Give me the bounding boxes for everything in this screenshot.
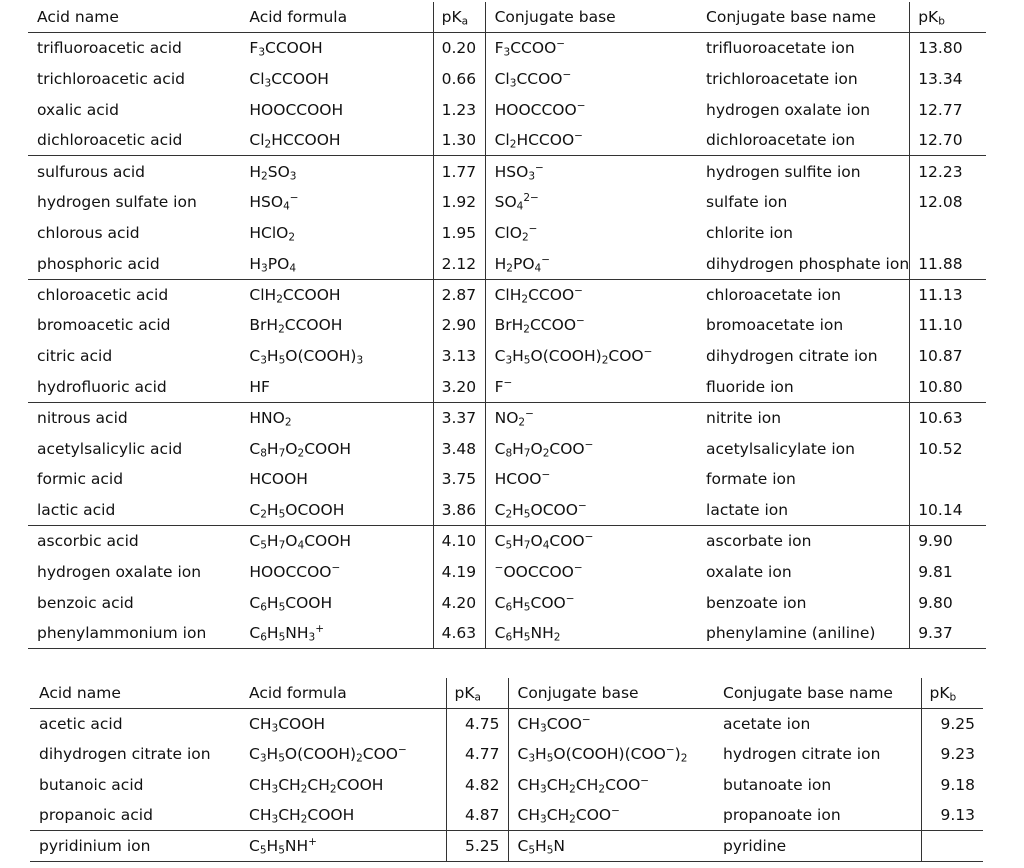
pkb-cell: 11.13 xyxy=(910,279,986,310)
table-row xyxy=(28,495,986,526)
table-row xyxy=(28,248,986,279)
pkb-cell: 9.81 xyxy=(918,562,953,581)
acid-formula-cell: ClH$_2$CCOOH xyxy=(240,279,433,310)
header-acid-name: Acid name xyxy=(30,678,240,709)
acid-formula-cell: $C_5H_5NH^+$ xyxy=(240,831,446,862)
pka-cell: 4.20 xyxy=(433,587,485,618)
conjugate-base-name-cell: lactate ion xyxy=(697,495,910,526)
pka-cell: 3.75 xyxy=(433,464,485,495)
conjugate-base-cell: $SO_4^{2-}$ xyxy=(494,192,539,213)
conjugate-base-cell: −OOCCOO− xyxy=(494,561,583,581)
conjugate-base-name-cell: pyridine xyxy=(714,831,921,862)
pkb-cell: 13.80 xyxy=(918,39,963,58)
header-acid-formula: Acid formula xyxy=(240,678,446,709)
conjugate-base-name-cell: fluoride ion xyxy=(697,372,910,403)
header-row xyxy=(30,678,983,709)
pka-cell: 1.30 xyxy=(433,125,485,156)
acid-name-cell: benzoic acid xyxy=(37,593,134,612)
pkb-cell: 10.87 xyxy=(918,347,963,366)
conjugate-base-name-cell: propanoate ion xyxy=(714,800,921,831)
acid-name-cell: chlorous acid xyxy=(37,223,140,242)
acid-name-cell: chloroacetic acid xyxy=(28,279,240,310)
acid-formula-cell: $C_3H_5O(COOH)_3$ xyxy=(240,341,433,372)
pkb-cell xyxy=(921,831,983,862)
pkb-cell: 9.18 xyxy=(940,775,975,794)
pkb-cell: 12.08 xyxy=(918,193,963,212)
table-row xyxy=(30,800,983,831)
acid-name-cell: hydrofluoric acid xyxy=(37,377,167,396)
pkb-cell: 9.13 xyxy=(940,806,975,824)
acid-formula-cell: HOOCCOO− xyxy=(240,556,433,587)
header-conjugate-base-name: Conjugate base name xyxy=(714,678,921,709)
acid-name-cell: dihydrogen citrate ion xyxy=(39,745,211,764)
acid-formula-cell: $C_5H_7O_4COOH$ xyxy=(240,526,433,557)
acid-name-cell: citric acid xyxy=(37,347,113,366)
acid-formula-cell: $Cl_2HCCOOH$ xyxy=(240,125,433,156)
acid-name-cell: formic acid xyxy=(37,470,124,489)
conjugate-base-cell: $C_3H_5O(COOH)_2COO^-$ xyxy=(494,346,653,367)
table-body xyxy=(30,709,983,862)
conjugate-base-cell: $HSO_3^-$ xyxy=(485,156,697,187)
acid-formula-cell: $H_2SO_3$ xyxy=(240,156,433,187)
acid-formula-cell: $C_8H_7O_2COOH$ xyxy=(240,433,433,464)
acid-name-cell: trichloroacetic acid xyxy=(37,69,185,88)
acid-formula-cell: $CH_3CH_2COOH$ xyxy=(240,800,446,831)
table-row xyxy=(28,218,986,249)
table-row xyxy=(28,94,986,125)
pkb-cell: 12.77 xyxy=(918,100,963,119)
table-row xyxy=(28,587,986,618)
acid-formula-cell: $HNO_2$ xyxy=(240,402,433,433)
conjugate-base-name-cell: ascorbate ion xyxy=(697,526,910,557)
acid-name-cell: acetylsalicylic acid xyxy=(37,439,183,458)
conjugate-base-cell: $CH_3CH_2CH_2COO^-$ xyxy=(517,774,650,796)
table-row xyxy=(28,372,986,403)
table-row xyxy=(28,526,986,557)
conjugate-base-name-cell: butanoate ion xyxy=(714,770,921,801)
acid-formula-cell: $F_3CCOOH$ xyxy=(240,33,433,64)
acid-name-cell: phenylammonium ion xyxy=(28,618,240,649)
acid-formula-cell: $C_2H_5OCOOH$ xyxy=(240,495,433,526)
pkb-cell: 10.63 xyxy=(910,402,986,433)
acid-formula-cell: $C_6H_5COOH$ xyxy=(240,587,433,618)
pkb-cell: 10.80 xyxy=(918,377,963,396)
acid-table-main xyxy=(28,2,986,649)
table-row xyxy=(28,33,986,64)
conjugate-base-cell: $C_6H_5NH_2$ xyxy=(485,618,697,649)
table-row xyxy=(28,433,986,464)
acid-formula-cell: $Cl_3CCOOH$ xyxy=(240,64,433,95)
pka-cell: 1.95 xyxy=(433,218,485,249)
pka-cell: 3.86 xyxy=(433,495,485,526)
conjugate-base-name-cell: phenylamine (aniline) xyxy=(697,618,910,649)
conjugate-base-name-cell: hydrogen oxalate ion xyxy=(697,94,910,125)
acid-name-cell: oxalic acid xyxy=(37,100,119,119)
pka-cell: 4.77 xyxy=(446,739,508,770)
conjugate-base-name-cell: dichloroacetate ion xyxy=(697,125,910,156)
conjugate-base-cell: BrH$_2$CCOO− xyxy=(494,315,585,336)
conjugate-base-cell: $C_5H_5N$ xyxy=(508,831,714,862)
acid-name-cell: propanoic acid xyxy=(39,806,153,824)
conjugate-base-name-cell: trifluoroacetate ion xyxy=(697,33,910,64)
conjugate-base-cell: F− xyxy=(494,376,513,396)
pka-cell: 2.90 xyxy=(433,310,485,341)
conjugate-base-cell: $C_8H_7O_2COO^-$ xyxy=(494,438,594,460)
conjugate-base-name-cell: hydrogen citrate ion xyxy=(714,739,921,770)
conjugate-base-name-cell: trichloroacetate ion xyxy=(697,64,910,95)
table-row xyxy=(30,831,983,862)
acid-name-cell: sulfurous acid xyxy=(28,156,240,187)
conjugate-base-name-cell: dihydrogen phosphate ion xyxy=(697,248,910,279)
acid-formula-cell: $CH_3CH_2CH_2COOH$ xyxy=(240,770,446,801)
acid-formula-cell: $C_6H_5NH_3^+$ xyxy=(240,618,433,649)
pkb-cell xyxy=(910,464,986,495)
table-body xyxy=(28,33,986,649)
header-row xyxy=(28,2,986,33)
pka-cell: 4.82 xyxy=(446,770,508,801)
acid-formula-cell: HClO$_2$ xyxy=(240,218,433,249)
pka-cell: 2.87 xyxy=(433,279,485,310)
conjugate-base-cell: ClO$_2$− xyxy=(494,223,538,244)
conjugate-base-name-cell: nitrite ion xyxy=(697,402,910,433)
pka-cell: 3.37 xyxy=(433,402,485,433)
conjugate-base-name-cell: oxalate ion xyxy=(697,556,910,587)
table-row xyxy=(30,770,983,801)
conjugate-base-name-cell: hydrogen sulfite ion xyxy=(697,156,910,187)
header-pka: $pK_a$ xyxy=(446,678,508,709)
pkb-cell: 13.34 xyxy=(918,69,963,88)
pka-cell: 4.87 xyxy=(446,800,508,831)
table-row xyxy=(28,64,986,95)
pka-cell: 0.20 xyxy=(433,33,485,64)
conjugate-base-cell: $C_6H_5COO^-$ xyxy=(494,592,575,614)
table-row xyxy=(28,618,986,649)
header-acid-name: Acid name xyxy=(28,2,240,33)
pka-cell: 0.66 xyxy=(433,64,485,95)
acid-formula-cell: $H_3PO_4$ xyxy=(240,248,433,279)
acid-formula-cell: $C_3H_5O(COOH)_2COO^-$ xyxy=(240,739,446,770)
header-pkb: $pK_b$ xyxy=(910,2,986,33)
pkb-cell xyxy=(910,218,986,249)
pka-cell: 3.13 xyxy=(433,341,485,372)
table-row xyxy=(28,125,986,156)
pkb-cell: 11.88 xyxy=(918,254,963,273)
pka-cell: 3.20 xyxy=(433,372,485,403)
table-row xyxy=(28,402,986,433)
pkb-cell: 10.14 xyxy=(918,500,963,519)
conjugate-base-name-cell: formate ion xyxy=(697,464,910,495)
pka-cell: 2.12 xyxy=(433,248,485,279)
pka-cell: 4.19 xyxy=(433,556,485,587)
pka-cell: 1.77 xyxy=(433,156,485,187)
pkb-cell: 9.90 xyxy=(910,526,986,557)
table-row xyxy=(28,464,986,495)
conjugate-base-cell: $Cl_3CCOO^-$ xyxy=(494,69,572,90)
conjugate-base-name-cell: chloroacetate ion xyxy=(697,279,910,310)
conjugate-base-cell: ClH$_2$CCOO− xyxy=(485,279,697,310)
header-conjugate-base: Conjugate base xyxy=(485,2,697,33)
pka-cell: 5.25 xyxy=(446,831,508,862)
acid-name-cell: hydrogen sulfate ion xyxy=(37,193,197,212)
conjugate-base-name-cell: acetate ion xyxy=(714,709,921,740)
pkb-cell: 9.25 xyxy=(940,715,975,733)
acid-name-cell: bromoacetic acid xyxy=(37,316,171,335)
pkb-cell: 10.52 xyxy=(918,439,963,458)
conjugate-base-name-cell: sulfate ion xyxy=(697,187,910,218)
acid-name-cell: trifluoroacetic acid xyxy=(37,39,182,58)
conjugate-base-cell: $NO_2^-$ xyxy=(485,402,697,433)
header-pkb: $pK_b$ xyxy=(921,678,983,709)
table-row xyxy=(30,709,983,740)
table-row xyxy=(30,739,983,770)
pka-cell: 4.75 xyxy=(446,709,508,740)
pkb-cell: 11.10 xyxy=(918,316,963,335)
acid-formula-cell: $CH_3COOH$ xyxy=(240,709,446,740)
table-row xyxy=(28,187,986,218)
acid-table-continued xyxy=(30,678,983,862)
table-row xyxy=(28,556,986,587)
conjugate-base-name-cell: bromoacetate ion xyxy=(697,310,910,341)
pka-cell: 4.63 xyxy=(433,618,485,649)
acid-formula-cell: HCOOH xyxy=(240,464,433,495)
acid-name-cell: nitrous acid xyxy=(28,402,240,433)
conjugate-base-name-cell: chlorite ion xyxy=(697,218,910,249)
table-row xyxy=(28,341,986,372)
acid-name-cell: ascorbic acid xyxy=(28,526,240,557)
pkb-cell: 12.23 xyxy=(910,156,986,187)
conjugate-base-cell: $F_3CCOO^-$ xyxy=(494,38,566,60)
pka-cell: 1.23 xyxy=(433,94,485,125)
header-acid-formula: Acid formula xyxy=(240,2,433,33)
pka-cell: 4.10 xyxy=(433,526,485,557)
acid-name-cell: dichloroacetic acid xyxy=(37,131,183,150)
acid-name-cell: phosphoric acid xyxy=(37,254,160,273)
table-row xyxy=(28,156,986,187)
table-row xyxy=(28,310,986,341)
table-row xyxy=(28,279,986,310)
pka-cell: 1.92 xyxy=(433,187,485,218)
pkb-cell: 12.70 xyxy=(918,131,963,150)
pkb-cell: 9.37 xyxy=(910,618,986,649)
acid-formula-cell: HF xyxy=(240,372,433,403)
pkb-cell: 9.80 xyxy=(918,593,953,612)
pka-cell: 3.48 xyxy=(433,433,485,464)
header-conjugate-base: Conjugate base xyxy=(508,678,714,709)
conjugate-base-name-cell: benzoate ion xyxy=(697,587,910,618)
conjugate-base-cell: $Cl_2HCCOO^-$ xyxy=(494,130,583,151)
header-pka: $pK_a$ xyxy=(433,2,485,33)
conjugate-base-cell: $C_3H_5O(COOH)(COO^-)_2$ xyxy=(517,744,688,765)
acid-formula-cell: $HSO_4^-$ xyxy=(240,187,433,218)
header-conjugate-base-name: Conjugate base name xyxy=(697,2,910,33)
conjugate-base-cell: $C_5H_7O_4COO^-$ xyxy=(485,526,697,557)
acid-name-cell: pyridinium ion xyxy=(30,831,240,862)
conjugate-base-name-cell: acetylsalicylate ion xyxy=(697,433,910,464)
acid-name-cell: hydrogen oxalate ion xyxy=(37,562,202,581)
acid-name-cell: lactic acid xyxy=(37,500,116,519)
conjugate-base-cell: HOOCCOO− xyxy=(494,99,586,119)
acid-name-cell: acetic acid xyxy=(39,715,123,733)
acid-formula-cell: HOOCCOOH xyxy=(240,94,433,125)
acid-formula-cell: BrH$_2$CCOOH xyxy=(240,310,433,341)
conjugate-base-cell: $CH_3COO^-$ xyxy=(517,714,591,735)
pkb-cell: 9.23 xyxy=(940,745,975,764)
conjugate-base-cell: $C_2H_5OCOO^-$ xyxy=(494,500,587,521)
conjugate-base-cell: $CH_3CH_2COO^-$ xyxy=(517,805,620,826)
conjugate-base-cell: $H_2PO_4^-$ xyxy=(494,253,551,275)
conjugate-base-cell: HCOO− xyxy=(494,469,551,489)
acid-name-cell: butanoic acid xyxy=(39,775,144,794)
conjugate-base-name-cell: dihydrogen citrate ion xyxy=(697,341,910,372)
